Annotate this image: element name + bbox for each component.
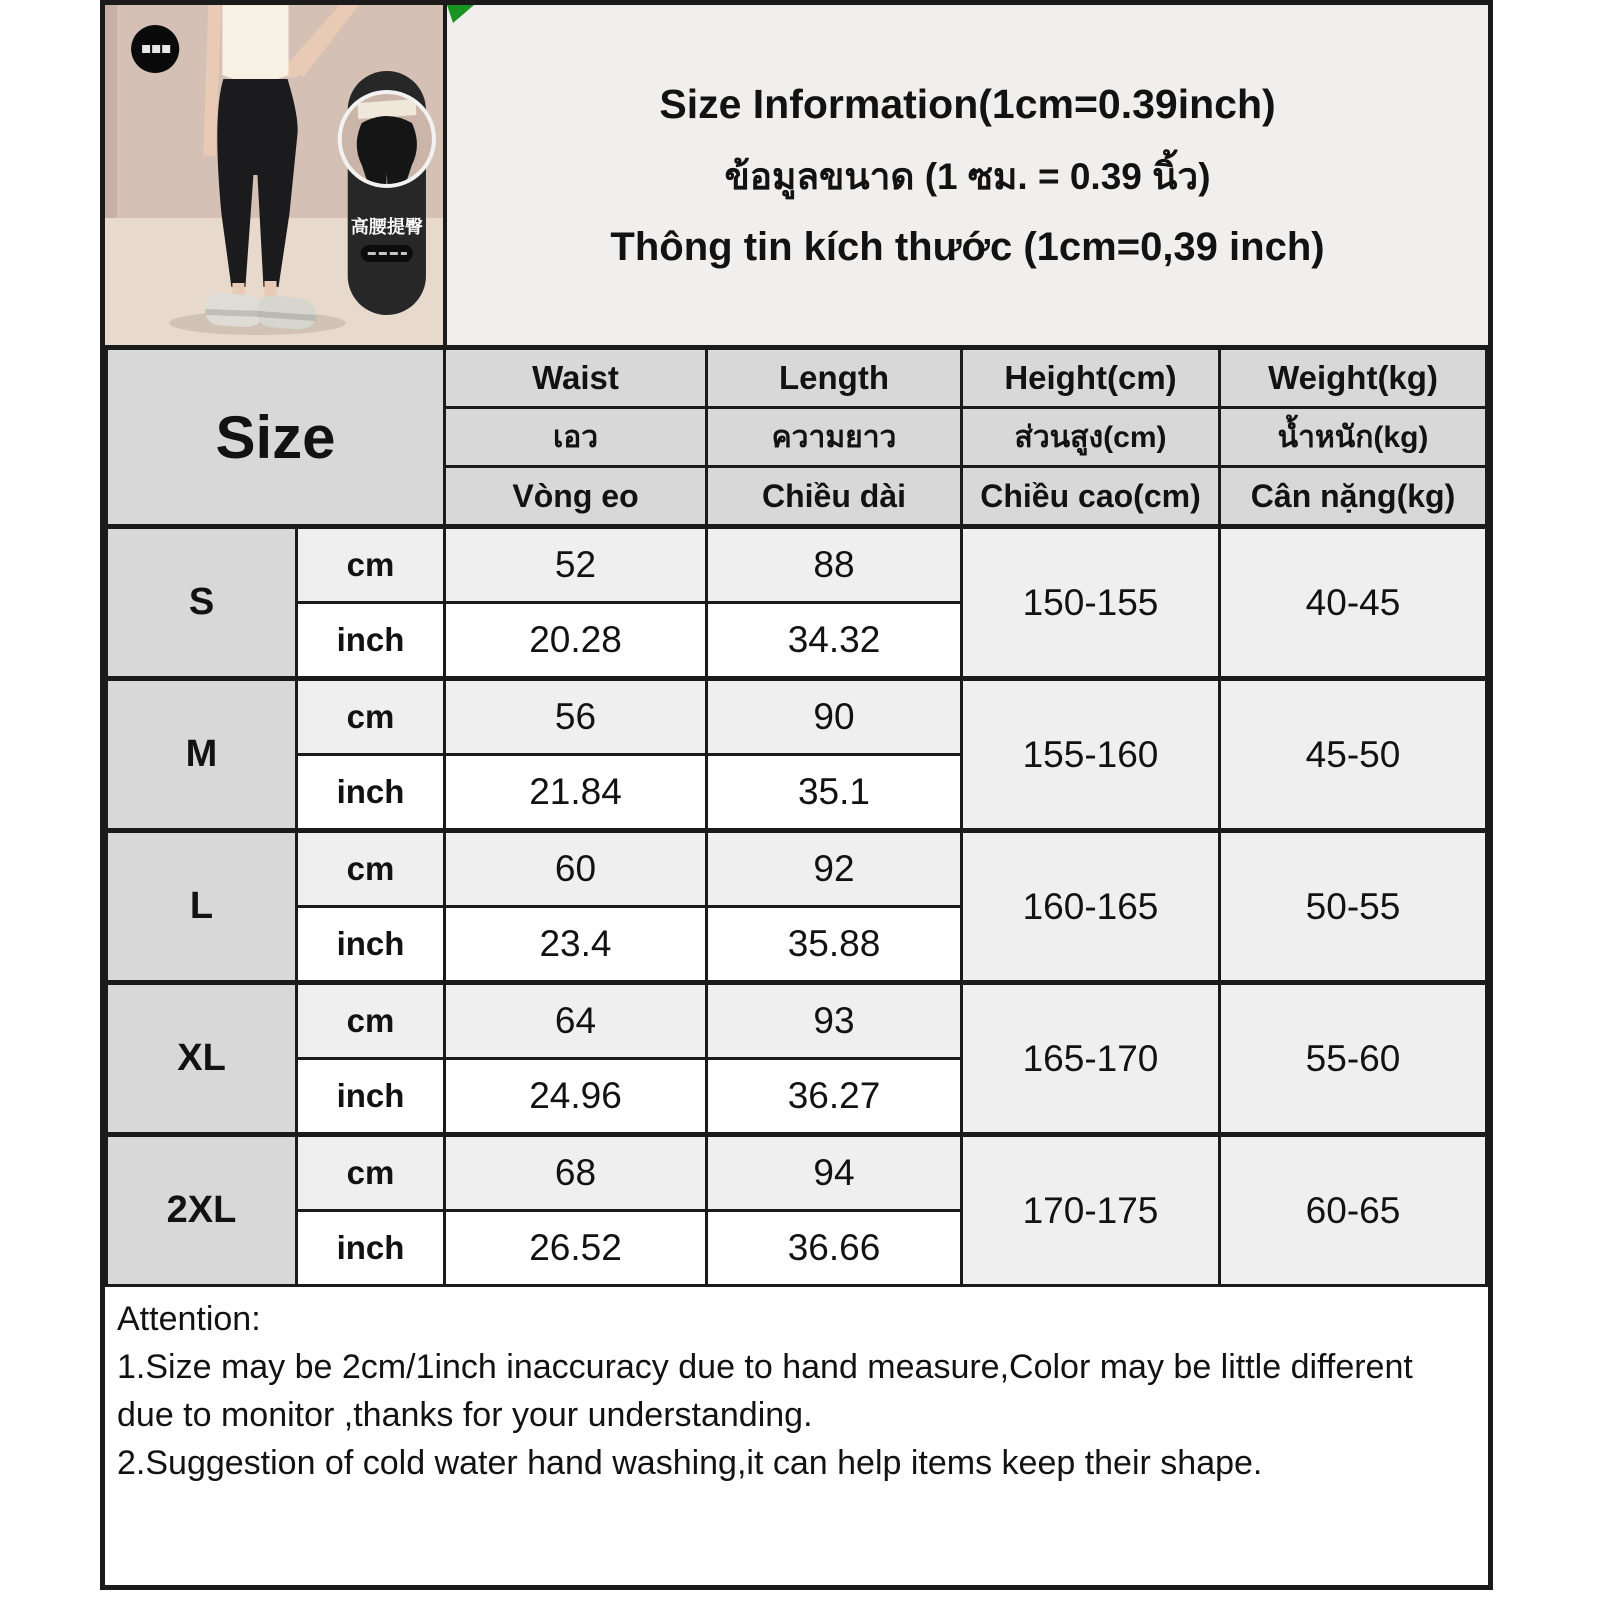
l-length-cm: 92 <box>707 831 962 907</box>
model-ankle-right <box>264 281 276 297</box>
size-label-2xl: 2XL <box>107 1135 297 1286</box>
col-header-length-vi: Chiều dài <box>707 467 962 527</box>
2xl-waist-cm: 68 <box>445 1135 707 1211</box>
l-length-inch: 35.88 <box>707 907 962 983</box>
m-weight-range: 45-50 <box>1220 679 1487 831</box>
unit-cm: cm <box>297 527 445 603</box>
size-label-s: S <box>107 527 297 679</box>
2xl-weight-range: 60-65 <box>1220 1135 1487 1286</box>
attention-note-1: 1.Size may be 2cm/1inch inaccuracy due to hand measure,Color may be little different due to monitor ,thanks for your understanding. <box>117 1348 1413 1434</box>
2xl-length-cm: 94 <box>707 1135 962 1211</box>
row-xl-cm <box>107 983 1487 1059</box>
unit-cm: cm <box>297 679 445 755</box>
attention-heading: Attention: <box>117 1300 261 1338</box>
col-header-height-vi: Chiều cao(cm) <box>962 467 1220 527</box>
s-waist-cm: 52 <box>445 527 707 603</box>
unit-inch: inch <box>297 907 445 983</box>
pill-glyph <box>368 252 376 255</box>
xl-length-inch: 36.27 <box>707 1059 962 1135</box>
col-header-waist-vi: Vòng eo <box>445 467 707 527</box>
unit-inch: inch <box>297 755 445 831</box>
m-waist-cm: 56 <box>445 679 707 755</box>
l-waist-cm: 60 <box>445 831 707 907</box>
size-chart-sheet <box>100 0 1493 1590</box>
col-header-waist-th: เอว <box>445 408 707 467</box>
product-photo <box>105 5 447 345</box>
title-english: Size Information(1cm=0.39inch) <box>659 80 1276 127</box>
pill-glyph <box>379 252 387 255</box>
s-waist-inch: 20.28 <box>445 603 707 679</box>
unit-inch: inch <box>297 1211 445 1286</box>
pill-glyph <box>390 252 398 255</box>
s-height-range: 150-155 <box>962 527 1220 679</box>
xl-waist-inch: 24.96 <box>445 1059 707 1135</box>
col-header-weight-en: Weight(kg) <box>1220 349 1487 408</box>
l-waist-inch: 23.4 <box>445 907 707 983</box>
s-length-inch: 34.32 <box>707 603 962 679</box>
row-m-cm <box>107 679 1487 755</box>
xl-length-cm: 93 <box>707 983 962 1059</box>
product-photo-illustration <box>105 5 443 345</box>
title-panel <box>447 5 1488 345</box>
attention-note-2: 2.Suggestion of cold water hand washing,it can help items keep their shape. <box>117 1444 1263 1482</box>
col-header-waist-en: Waist <box>445 349 707 408</box>
xl-waist-cm: 64 <box>445 983 707 1059</box>
unit-inch: inch <box>297 1059 445 1135</box>
m-length-inch: 35.1 <box>707 755 962 831</box>
size-label-l: L <box>107 831 297 983</box>
size-header-cell: Size <box>107 349 445 527</box>
size-table <box>105 347 1488 1287</box>
xl-height-range: 165-170 <box>962 983 1220 1135</box>
2xl-length-inch: 36.66 <box>707 1211 962 1286</box>
s-length-cm: 88 <box>707 527 962 603</box>
2xl-waist-inch: 26.52 <box>445 1211 707 1286</box>
m-height-range: 155-160 <box>962 679 1220 831</box>
xl-weight-range: 55-60 <box>1220 983 1487 1135</box>
unit-cm: cm <box>297 983 445 1059</box>
attention-section <box>105 1287 1488 1585</box>
badge-glyph <box>152 45 160 53</box>
pill-glyph <box>401 252 407 255</box>
col-header-weight-vi: Cân nặng(kg) <box>1220 467 1487 527</box>
row-2xl-cm <box>107 1135 1487 1211</box>
title-vietnamese: Thông tin kích thước (1cm=0,39 inch) <box>610 224 1325 269</box>
col-header-length-th: ความยาว <box>707 408 962 467</box>
m-waist-inch: 21.84 <box>445 755 707 831</box>
m-length-cm: 90 <box>707 679 962 755</box>
unit-cm: cm <box>297 831 445 907</box>
row-l-cm <box>107 831 1487 907</box>
col-header-weight-th: น้ำหนัก(kg) <box>1220 408 1487 467</box>
size-label-xl: XL <box>107 983 297 1135</box>
2xl-height-range: 170-175 <box>962 1135 1220 1286</box>
inset-label: 高腰提臀 <box>350 217 423 237</box>
top-row <box>105 5 1488 347</box>
size-label-m: M <box>107 679 297 831</box>
col-header-height-en: Height(cm) <box>962 349 1220 408</box>
l-height-range: 160-165 <box>962 831 1220 983</box>
photo-wall-shadow <box>105 5 117 218</box>
row-s-cm <box>107 527 1487 603</box>
model-crop-top <box>222 5 288 82</box>
title-thai: ข้อมูลขนาด (1 ซม. = 0.39 นิ้ว) <box>724 155 1211 197</box>
col-header-length-en: Length <box>707 349 962 408</box>
l-weight-range: 50-55 <box>1220 831 1487 983</box>
s-weight-range: 40-45 <box>1220 527 1487 679</box>
unit-inch: inch <box>297 603 445 679</box>
badge-glyph <box>162 45 170 53</box>
badge-glyph <box>142 45 150 53</box>
header-row-english <box>107 349 1487 408</box>
green-corner-flag-icon <box>447 5 475 23</box>
unit-cm: cm <box>297 1135 445 1211</box>
col-header-height-th: ส่วนสูง(cm) <box>962 408 1220 467</box>
